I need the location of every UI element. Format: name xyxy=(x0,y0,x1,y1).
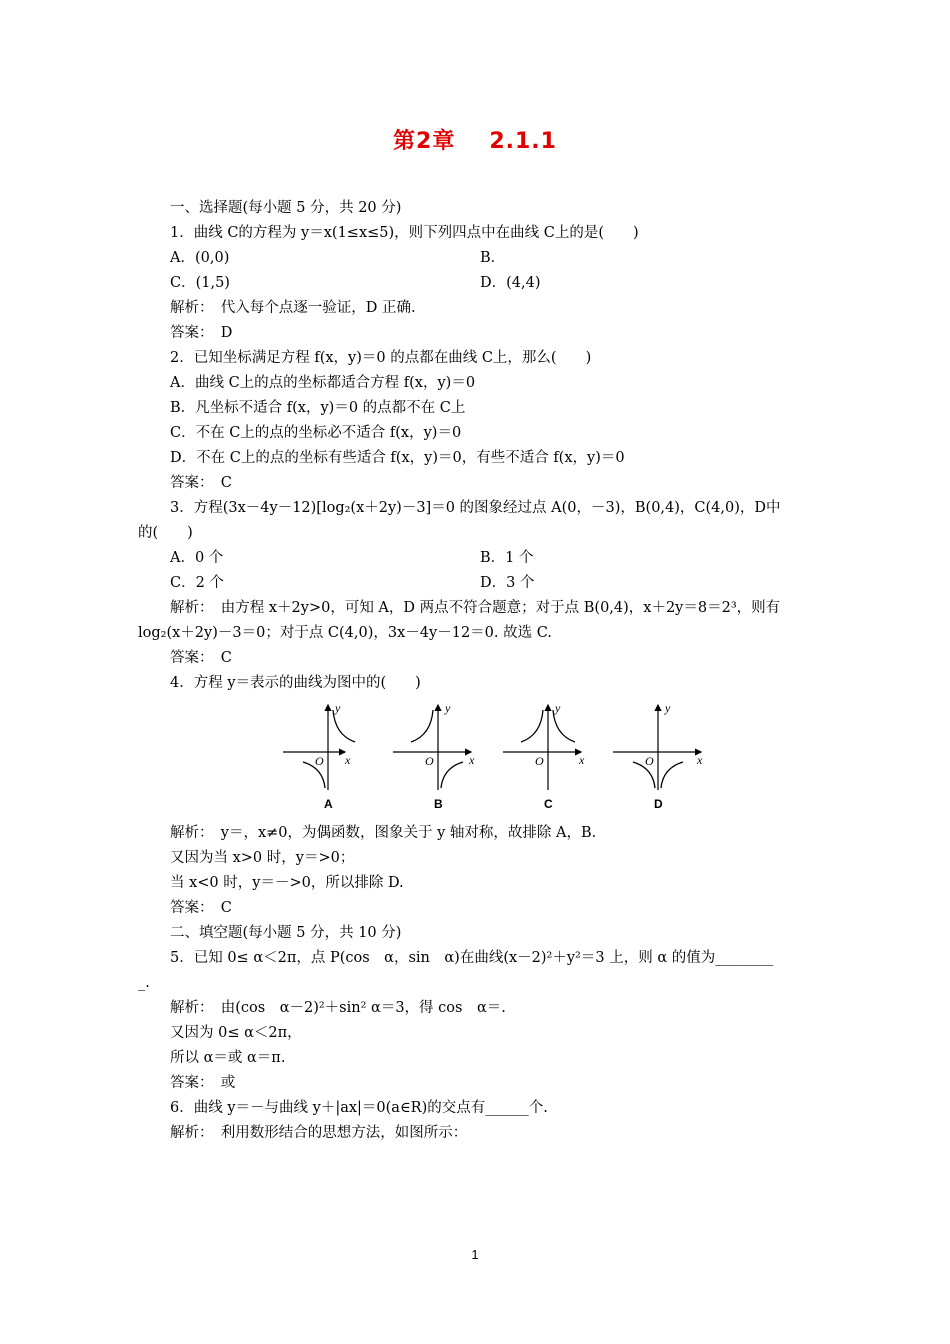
page-title xyxy=(0,124,950,155)
curve-options-figure xyxy=(283,700,703,815)
panel-a-x-label: x xyxy=(345,753,351,767)
question-3-option-d: D．3 个 xyxy=(480,575,535,591)
question-6-analysis: 解析： 利用数形结合的思想方法，如图所示： xyxy=(170,1125,468,1141)
panel-d-x-label: x xyxy=(697,753,703,767)
question-2-option-c: C．不在 C上的点的坐标必不适合 f(x，y)＝0 xyxy=(170,425,462,441)
panel-d-origin: O xyxy=(645,754,654,768)
question-6: 6．曲线 y＝－与曲线 y＋|ax|＝0(a∈R)的交点有______个. xyxy=(170,1100,548,1116)
figure-panel-b xyxy=(393,701,475,811)
panel-c-y-label: y xyxy=(555,701,561,715)
question-5-analysis: 解析： 由(cos α－2)²＋sin² α＝3，得 cos α＝. xyxy=(170,1000,506,1016)
question-5-answer: 答案： 或 xyxy=(170,1075,236,1091)
panel-b-origin: O xyxy=(425,754,434,768)
question-2: 2．已知坐标满足方程 f(x，y)＝0 的点都在曲线 C上，那么( ) xyxy=(170,350,592,366)
question-2-option-d: D．不在 C上的点的坐标有些适合 f(x，y)＝0，有些不适合 f(x，y)＝0 xyxy=(170,450,625,466)
question-5-analysis-2: 又因为 0≤ α＜2π， xyxy=(170,1025,302,1041)
panel-d-y-label: y xyxy=(665,701,671,715)
question-5-continued: _. xyxy=(138,975,150,991)
section-heading-choice: 一、选择题(每小题 5 分，共 20 分) xyxy=(170,200,402,216)
question-4-analysis: 解析： y＝，x≠0，为偶函数，图象关于 y 轴对称，故排除 A，B. xyxy=(170,825,597,841)
question-2-answer: 答案： C xyxy=(170,475,232,491)
figure-panel-d xyxy=(613,701,703,811)
panel-c-x-label: x xyxy=(579,753,585,767)
question-1-option-a: A．(0,0) xyxy=(170,250,230,266)
panel-a-y-label: y xyxy=(335,701,341,715)
question-2-option-b: B．凡坐标不适合 f(x，y)＝0 的点都不在 C上 xyxy=(170,400,466,416)
question-5-analysis-3: 所以 α＝或 α＝π. xyxy=(170,1050,286,1066)
figure-panel-a xyxy=(283,701,355,811)
panel-c-origin: O xyxy=(535,754,544,768)
question-1-option-c: C．(1,5) xyxy=(170,275,230,291)
panel-b-label: B xyxy=(434,797,443,811)
page-number: 1 xyxy=(471,1247,479,1262)
panel-b-x-label: x xyxy=(469,753,475,767)
panel-d-label: D xyxy=(654,797,663,811)
question-1-option-d: D．(4,4) xyxy=(480,275,541,291)
section-heading-fill: 二、填空题(每小题 5 分，共 10 分) xyxy=(170,925,402,941)
question-5: 5．已知 0≤ α＜2π，点 P(cos α，sin α)在曲线(x－2)²＋y²＝3 上，则 α 的值为________ xyxy=(170,950,774,966)
chapter-label: 第2章 xyxy=(393,129,456,154)
panel-a-origin: O xyxy=(315,754,324,768)
section-label: 2.1.1 xyxy=(489,129,557,154)
question-3-option-c: C．2 个 xyxy=(170,575,224,591)
figure-panel-c xyxy=(503,701,585,811)
question-3-option-b: B．1 个 xyxy=(480,550,534,566)
question-3-continued: 的( ) xyxy=(138,525,193,541)
question-4-analysis-3: 当 x<0 时，y＝－>0，所以排除 D. xyxy=(170,875,404,891)
question-4: 4．方程 y＝表示的曲线为图中的( ) xyxy=(170,675,421,691)
panel-b-y-label: y xyxy=(445,701,451,715)
question-1-answer: 答案： D xyxy=(170,325,233,341)
panel-c-label: C xyxy=(544,797,553,811)
question-3-analysis-continued: log₂(x＋2y)－3＝0；对于点 C(4,0)，3x－4y－12＝0. 故选 C. xyxy=(138,625,552,641)
question-4-analysis-2: 又因为当 x>0 时，y＝>0； xyxy=(170,850,355,866)
panel-a-label: A xyxy=(324,797,333,811)
question-3: 3．方程(3x－4y－12)[log₂(x＋2y)－3]＝0 的图象经过点 A(0，－3)，B(0,4)，C(4,0)，D中 xyxy=(170,500,781,516)
question-1: 1．曲线 C的方程为 y＝x(1≤x≤5)，则下列四点中在曲线 C上的是( ) xyxy=(170,225,639,241)
question-2-option-a: A．曲线 C上的点的坐标都适合方程 f(x，y)＝0 xyxy=(170,375,476,391)
question-3-option-a: A．0 个 xyxy=(170,550,224,566)
question-3-analysis: 解析： 由方程 x＋2y>0，可知 A，D 两点不符合题意；对于点 B(0,4)，x＋2y＝8＝2³，则有 xyxy=(170,600,781,616)
question-1-option-b: B． xyxy=(480,250,506,266)
question-4-answer: 答案： C xyxy=(170,900,232,916)
question-3-answer: 答案： C xyxy=(170,650,232,666)
question-1-analysis: 解析： 代入每个点逐一验证，D 正确. xyxy=(170,300,416,316)
